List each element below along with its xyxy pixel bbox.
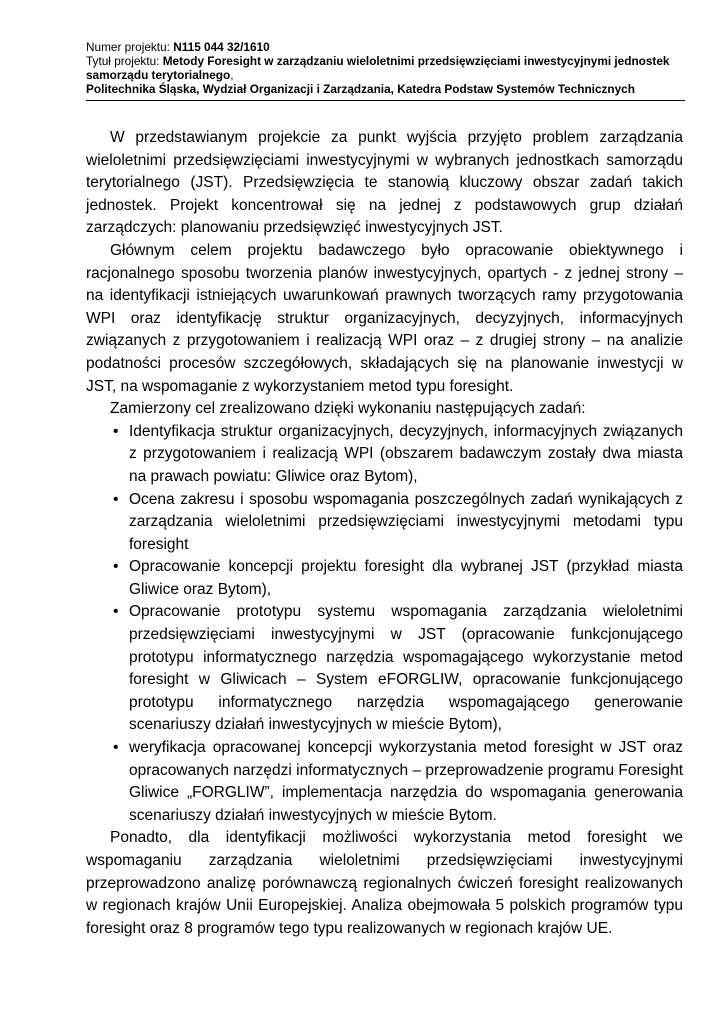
bullet-icon: • [113, 558, 119, 576]
list-item-text: Ocena zakresu i sposobu wspomagania poszczególnych zadań wynikających z zarządzania wieloletnimi przedsięwzięciami inwestycyjnymi metodami typu foresight [129, 490, 683, 553]
title-comma: , [230, 68, 234, 82]
list-item [86, 737, 683, 827]
bullet-icon: • [113, 422, 119, 440]
list-intro: Zamierzony cel zrealizowano dzięki wykonaniu następujących zadań: [110, 400, 586, 418]
list-item [86, 421, 683, 489]
header-divider [86, 100, 685, 101]
main-text [86, 127, 683, 940]
list-item-text: Identyfikacja struktur organizacyjnych, decyzyjnych, informacyjnych związanych z przygotowaniem i realizacją WPI (obszarem badawczym zostały dwa miasta na prawach powiatu: Gliwice oraz Bytom), [129, 422, 683, 485]
bullet-icon: • [113, 490, 119, 508]
bullet-icon: • [113, 739, 119, 757]
project-number-line [86, 40, 686, 54]
list-item [86, 556, 683, 601]
paragraph-1: W przedstawianym projekcie za punkt wyjścia przyjęto problem zarządzania wieloletnimi przedsięwzięciami inwestycyjnymi w wybranych jednostkach samorządu terytorialnego (JST). Przedsięwzięcia te stanowią kluczowy obszar zadań takich jednostek. Projekt koncentrował się na jednej z podstawowych grup działań zarządczych: planowaniu przedsięwzięć inwestycyjnych JST. [86, 129, 683, 237]
project-title: Metody Foresight w zarządzaniu wieloletnimi przedsięwzięciami inwestycyjnymi jednostek samorządu terytorialnego [86, 54, 670, 82]
project-title-line [86, 54, 686, 82]
paragraph-2: Głównym celem projektu badawczego było opracowanie obiektywnego i racjonalnego sposobu tworzenia planów inwestycyjnych, opartych - z jednej strony – na identyfikacji istniejących uwarunkowań prawnych tworzących ramy przygotowania WPI oraz identyfikację struktur organizacyjnych, decyzyjnych, informacyjnych związanych z przygotowaniem i realizacją WPI oraz – z drugiej strony – na analizie podatności procesów szczegółowych, składających się na planowanie inwestycji w JST, na wspomaganie z wykorzystaniem metod typu foresight. [86, 241, 683, 395]
list-item-text: weryfikacja opracowanej koncepcji wykorzystania metod foresight w JST oraz opracowanych narzędzi informatycznych – przeprowadzenie programu Foresight Gliwice „FORGLIW”, implementacja narzędzia do wspomagania generowania scenariuszy działań inwestycyjnych w mieście Bytom. [129, 739, 683, 824]
page-header [86, 40, 686, 96]
list-item [86, 489, 683, 557]
list-item-text: Opracowanie prototypu systemu wspomagania zarządzania wieloletnimi przedsięwzięciami inwestycyjnymi w JST (opracowanie funkcjonującego prototypu informatycznego narzędzia wspomagającego wykorzystanie metod foresight w Gliwicach – System eFORGLIW, opracowanie funkcjonującego prototypu informatycznego narzędzia wspomagającego generowanie scenariuszy działań inwestycyjnych w mieście Bytom), [129, 603, 683, 734]
institution: Politechnika Śląska, Wydział Organizacji i Zarządzania, Katedra Podstaw Systemów Technicznych [86, 82, 635, 96]
paragraph-3: Ponadto, dla identyfikacji możliwości wykorzystania metod foresight we wspomaganiu zarządzania wieloletnimi przedsięwzięciami inwestycyjnymi przeprowadzono analizę porównawczą regionalnych ćwiczeń foresight realizowanych w regionach krajów Unii Europejskiej. Analiza obejmowała 5 polskich programów typu foresight oraz 8 programów tego typu realizowanych w regionach krajów UE. [86, 829, 683, 937]
project-number: N115 044 32/1610 [173, 40, 270, 54]
project-title-label: Tytuł projektu: [86, 54, 163, 68]
bullet-icon: • [113, 603, 119, 621]
institution-line [86, 82, 686, 96]
task-list [86, 421, 683, 828]
list-item [86, 601, 683, 737]
list-item-text: Opracowanie koncepcji projektu foresight dla wybranej JST (przykład miasta Gliwice oraz Bytom), [129, 558, 683, 598]
project-number-label: Numer projektu: [86, 40, 174, 54]
